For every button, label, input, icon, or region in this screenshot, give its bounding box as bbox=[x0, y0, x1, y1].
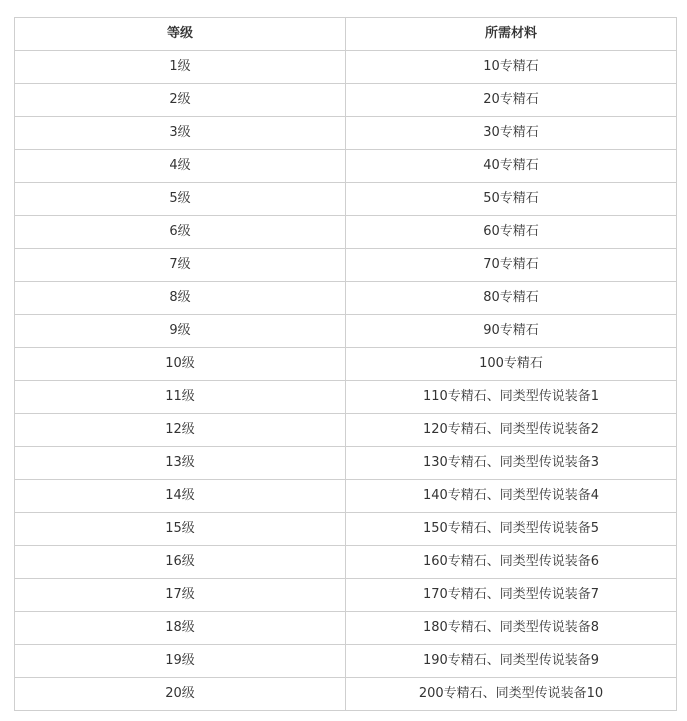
table-row bbox=[15, 84, 677, 117]
material-cell: 150专精石、同类型传说装备5 bbox=[346, 513, 677, 546]
level-cell: 7级 bbox=[15, 249, 346, 282]
table-row bbox=[15, 348, 677, 381]
material-cell: 40专精石 bbox=[346, 150, 677, 183]
material-cell: 110专精石、同类型传说装备1 bbox=[346, 381, 677, 414]
material-cell: 90专精石 bbox=[346, 315, 677, 348]
table-row bbox=[15, 612, 677, 645]
material-cell: 160专精石、同类型传说装备6 bbox=[346, 546, 677, 579]
table-row bbox=[15, 117, 677, 150]
table-row bbox=[15, 381, 677, 414]
level-cell: 10级 bbox=[15, 348, 346, 381]
table-row bbox=[15, 645, 677, 678]
level-cell: 9级 bbox=[15, 315, 346, 348]
material-cell: 140专精石、同类型传说装备4 bbox=[346, 480, 677, 513]
material-cell: 10专精石 bbox=[346, 51, 677, 84]
material-cell: 50专精石 bbox=[346, 183, 677, 216]
material-cell: 130专精石、同类型传说装备3 bbox=[346, 447, 677, 480]
level-cell: 8级 bbox=[15, 282, 346, 315]
level-cell: 14级 bbox=[15, 480, 346, 513]
level-cell: 17级 bbox=[15, 579, 346, 612]
level-cell: 5级 bbox=[15, 183, 346, 216]
level-cell: 11级 bbox=[15, 381, 346, 414]
table-header-row bbox=[15, 18, 677, 51]
level-cell: 4级 bbox=[15, 150, 346, 183]
table-row bbox=[15, 150, 677, 183]
table-row bbox=[15, 480, 677, 513]
table-row bbox=[15, 546, 677, 579]
level-cell: 19级 bbox=[15, 645, 346, 678]
table-row bbox=[15, 315, 677, 348]
table-row bbox=[15, 282, 677, 315]
material-cell: 100专精石 bbox=[346, 348, 677, 381]
level-cell: 16级 bbox=[15, 546, 346, 579]
upgrade-materials-table bbox=[14, 17, 677, 711]
header-material: 所需材料 bbox=[346, 18, 677, 51]
table-row bbox=[15, 579, 677, 612]
material-cell: 70专精石 bbox=[346, 249, 677, 282]
header-level: 等级 bbox=[15, 18, 346, 51]
table-row bbox=[15, 513, 677, 546]
material-cell: 60专精石 bbox=[346, 216, 677, 249]
level-cell: 18级 bbox=[15, 612, 346, 645]
table-row bbox=[15, 414, 677, 447]
table-row bbox=[15, 216, 677, 249]
material-cell: 170专精石、同类型传说装备7 bbox=[346, 579, 677, 612]
level-cell: 12级 bbox=[15, 414, 346, 447]
table-row bbox=[15, 678, 677, 711]
level-cell: 2级 bbox=[15, 84, 346, 117]
level-cell: 6级 bbox=[15, 216, 346, 249]
level-cell: 3级 bbox=[15, 117, 346, 150]
level-cell: 13级 bbox=[15, 447, 346, 480]
table-row bbox=[15, 249, 677, 282]
material-cell: 20专精石 bbox=[346, 84, 677, 117]
material-cell: 190专精石、同类型传说装备9 bbox=[346, 645, 677, 678]
table-row bbox=[15, 183, 677, 216]
level-cell: 20级 bbox=[15, 678, 346, 711]
table-body bbox=[15, 51, 677, 711]
material-cell: 30专精石 bbox=[346, 117, 677, 150]
level-cell: 1级 bbox=[15, 51, 346, 84]
material-cell: 180专精石、同类型传说装备8 bbox=[346, 612, 677, 645]
table-row bbox=[15, 51, 677, 84]
level-cell: 15级 bbox=[15, 513, 346, 546]
table-row bbox=[15, 447, 677, 480]
material-cell: 120专精石、同类型传说装备2 bbox=[346, 414, 677, 447]
material-cell: 200专精石、同类型传说装备10 bbox=[346, 678, 677, 711]
material-cell: 80专精石 bbox=[346, 282, 677, 315]
